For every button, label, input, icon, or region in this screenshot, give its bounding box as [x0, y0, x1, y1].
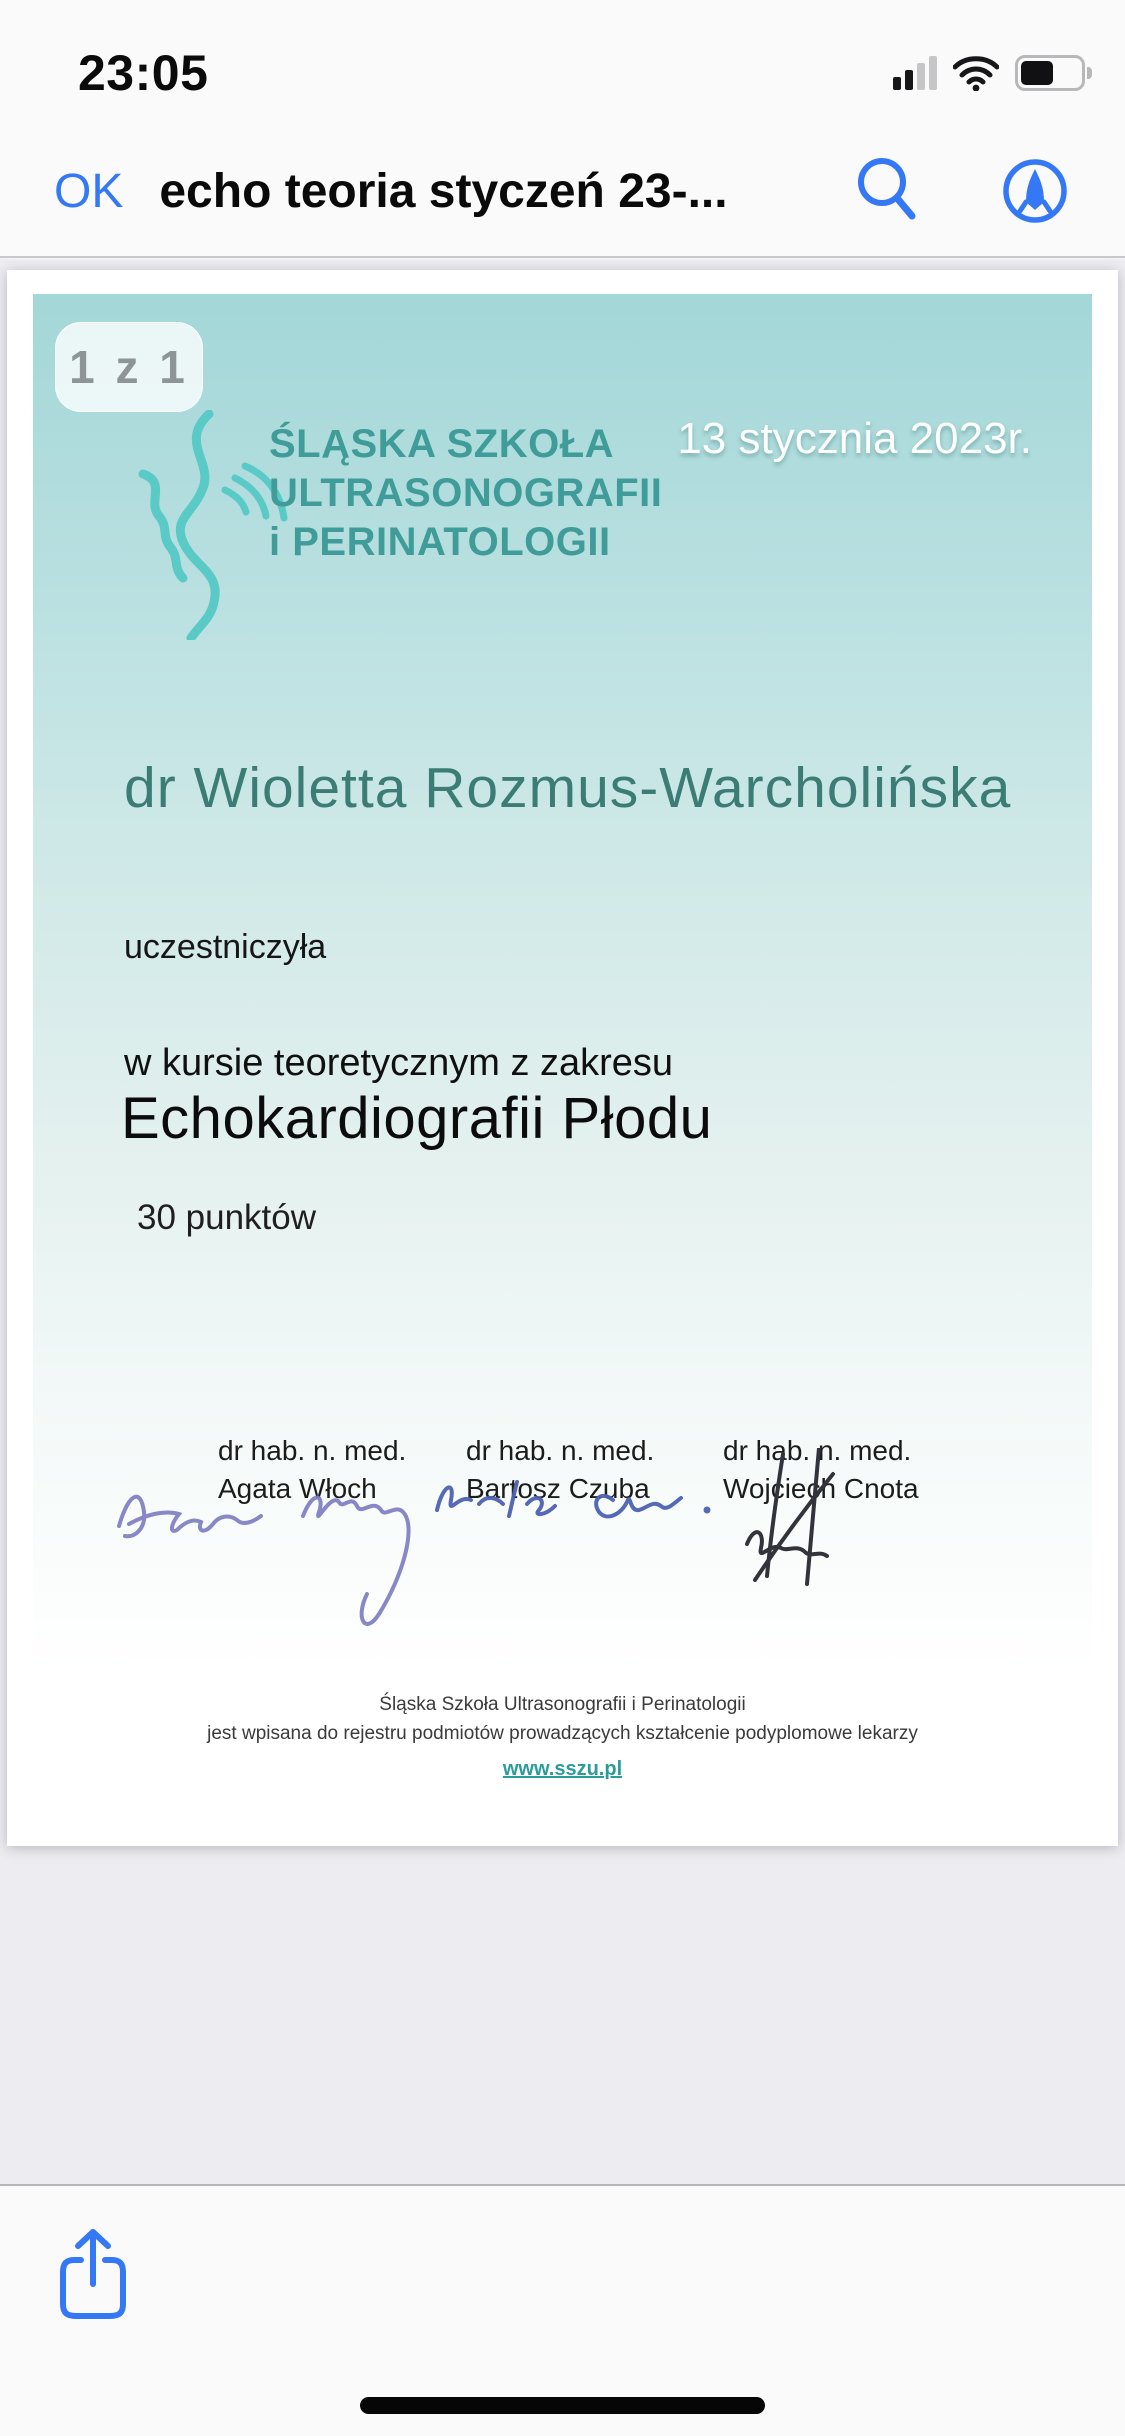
- nav-bar: [0, 132, 1125, 258]
- wifi-icon: [953, 55, 999, 91]
- signatory-block: [723, 1432, 983, 1508]
- participation-text: uczestniczyła: [124, 928, 327, 966]
- back-button[interactable]: OK: [54, 164, 124, 218]
- course-title: Echokardiografii Płodu: [121, 1086, 713, 1151]
- battery-icon: [1015, 55, 1085, 91]
- school-name: [269, 420, 662, 566]
- search-icon: [852, 154, 922, 228]
- signatory-block: [218, 1432, 478, 1508]
- signatory-title: dr hab. n. med.: [218, 1435, 407, 1466]
- status-icons: [893, 55, 1085, 91]
- markup-button[interactable]: [997, 153, 1073, 229]
- markup-pen-icon: [1001, 157, 1069, 225]
- recipient-name: dr Wioletta Rozmus-Warcholińska: [124, 756, 1012, 820]
- signatory-title: dr hab. n. med.: [466, 1435, 655, 1466]
- document-scroll-area[interactable]: [0, 260, 1125, 2184]
- registry-note-line1: Śląska Szkoła Ultrasonografii i Perinatologii: [379, 1694, 746, 1715]
- document-title: echo teoria styczeń 23-...: [159, 164, 728, 218]
- signatory-block: [466, 1432, 726, 1508]
- page-count-badge: 1 z 1: [55, 322, 203, 412]
- registry-note-line2: jest wpisana do rejestru podmiotów prowadzących kształcenie podyplomowe lekarzy: [207, 1723, 918, 1745]
- home-indicator[interactable]: [360, 2397, 765, 2414]
- school-name-line3: i PERINATOLOGII: [269, 519, 611, 564]
- signatory-name: Wojciech Cnota: [723, 1472, 919, 1504]
- bottom-toolbar: [0, 2184, 1125, 2436]
- school-logo-icon: [113, 410, 293, 640]
- share-button[interactable]: [50, 2224, 136, 2324]
- cellular-signal-icon: [893, 56, 937, 90]
- school-name-line2: ULTRASONOGRAFII: [269, 470, 663, 515]
- signatory-name: Agata Włoch: [218, 1472, 377, 1504]
- search-button[interactable]: [849, 153, 925, 229]
- clock: 23:05: [78, 45, 209, 101]
- share-icon: [50, 2224, 136, 2324]
- registry-note: [7, 1690, 1118, 1749]
- school-name-line1: ŚLĄSKA SZKOŁA: [269, 422, 615, 466]
- course-intro-text: w kursie teoretycznym z zakresu: [124, 1042, 674, 1084]
- points-text: 30 punktów: [137, 1198, 317, 1237]
- certificate-page[interactable]: [7, 270, 1118, 1846]
- signatory-title: dr hab. n. med.: [723, 1435, 912, 1466]
- website-link[interactable]: www.sszu.pl: [502, 1758, 623, 1780]
- status-bar: [0, 0, 1125, 132]
- signatory-name: Bartosz Czuba: [466, 1472, 650, 1504]
- certificate-date: 13 stycznia 2023r.: [677, 414, 1032, 463]
